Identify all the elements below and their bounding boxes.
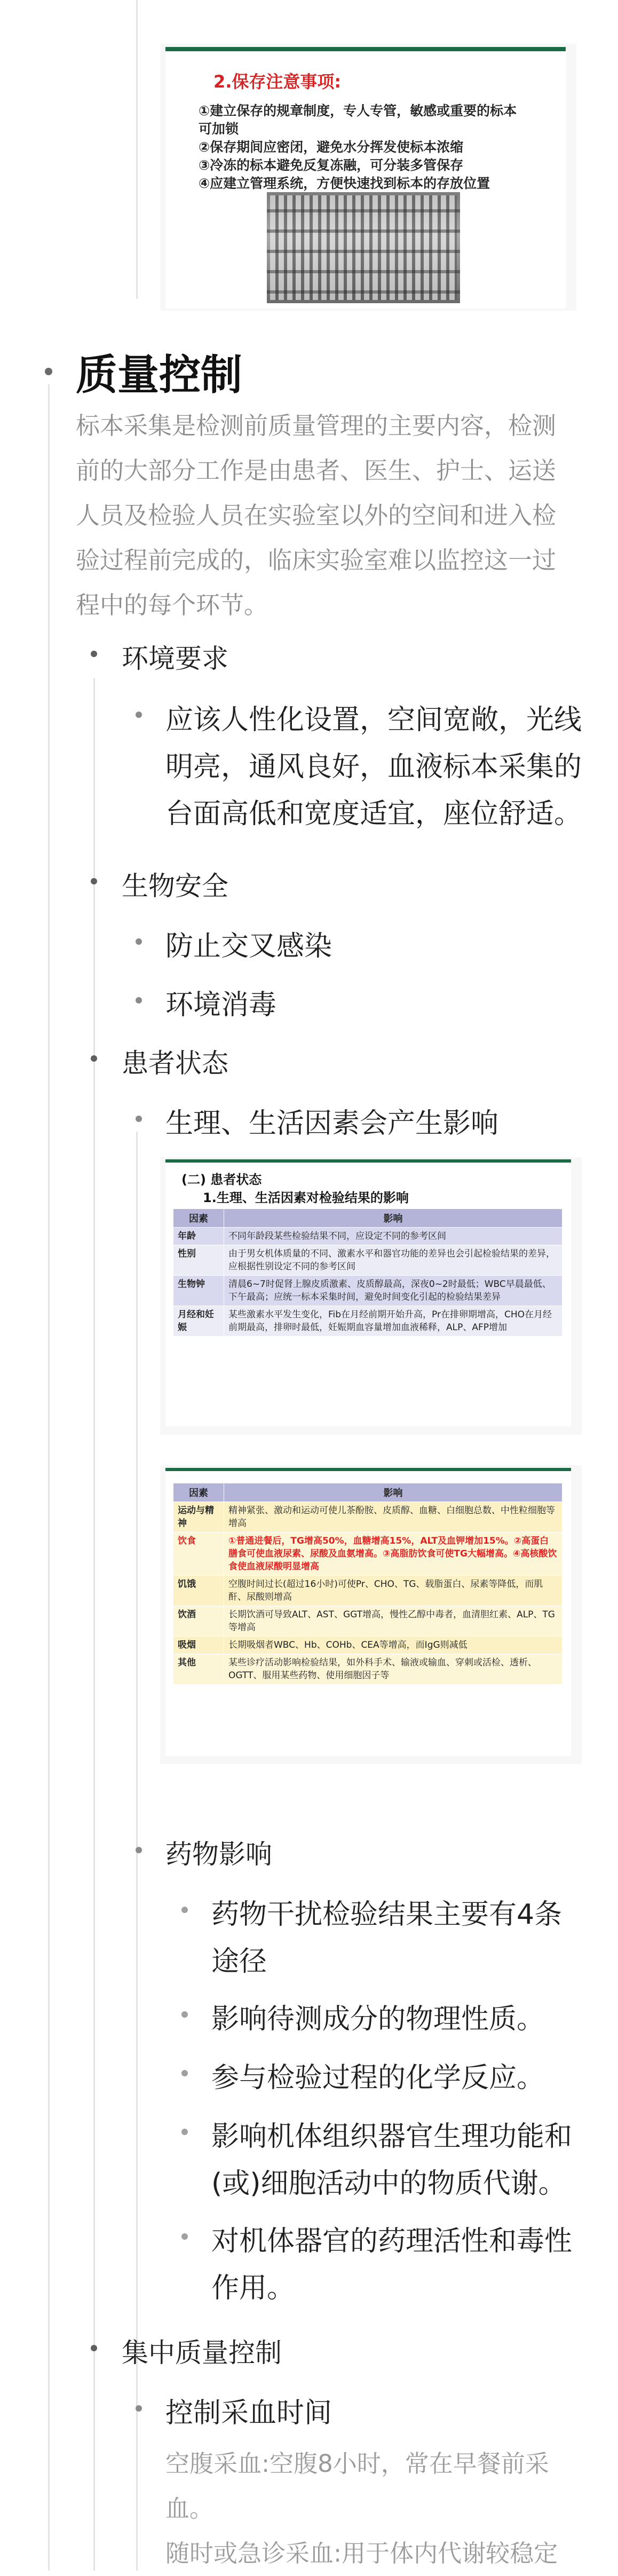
bullet — [91, 878, 97, 884]
bullet — [181, 1907, 188, 1913]
slide-patient-status — [165, 1159, 571, 1426]
drug-item: 对机体器官的药理活性和毒性 — [211, 2225, 573, 2257]
bullet — [181, 2233, 188, 2240]
bullet — [181, 2070, 188, 2076]
table-cell: 不同年龄段某些检验结果不同，应设定不同的参考区间 — [224, 1228, 562, 1245]
outline-item-central: 集中质量控制 — [122, 2337, 282, 2368]
bullet — [45, 368, 52, 375]
influence-table — [173, 1208, 562, 1337]
table-cell: 生物钟 — [173, 1276, 224, 1306]
table-cell: 运动与精神 — [173, 1502, 224, 1532]
storage-line: ①建立保存的规章制度，专人专管，敏感或重要的标本 — [199, 103, 517, 118]
patient-sub: 生理、生活因素会产生影响 — [165, 1108, 499, 1140]
intro-line: 标本采集是检测前质量管理的主要内容，检测 — [76, 412, 557, 440]
table-row — [173, 1276, 562, 1306]
storage-line: ④应建立管理系统，方便快速找到标本的存放位置 — [199, 176, 490, 191]
table-cell: 空腹时间过长(超过16小时)可使Pr、CHO、TG、载脂蛋白、尿素等降低，而肌酐、尿酸则增高 — [224, 1576, 562, 1606]
drug-item: 作用。 — [211, 2272, 295, 2304]
table-cell: 某些激素水平发生变化，Fib在月经前期开始升高，Pr在排卵期增高，CHO在月经前期最高，排卵时最低，妊娠期血容量增加血液稀释，ALP、AFP增加 — [224, 1306, 562, 1337]
slide-heading: (二) 患者状态 — [181, 1172, 262, 1187]
bullet — [136, 997, 142, 1003]
central-note: 血。 — [165, 2494, 214, 2523]
table-row — [173, 1502, 562, 1532]
slide-title: 2.保存注意事项: — [213, 72, 342, 92]
outline-rail-level2 — [93, 678, 95, 2571]
storage-line: ③冷冻的标本避免反复冻融，可分装多管保存 — [199, 157, 464, 173]
env-line: 明亮，通风良好，血液标本采集的 — [165, 751, 582, 783]
table-header: 影响 — [224, 1483, 562, 1502]
table-header: 因素 — [173, 1483, 224, 1502]
table-cell: ①普通进餐后，TG增高50%，血糖增高15%，ALT及血钾增加15%。②高蛋白膳食可使血液尿素、尿酸及血氨增高。③高脂肪饮食可使TG大幅增高。④高核酸饮食使血液尿酸明显增高 — [224, 1532, 562, 1576]
slide-accent-bar — [165, 47, 566, 51]
slide-subheading: 1.生理、生活因素对检验结果的影响 — [203, 1190, 409, 1205]
table-cell: 由于男女机体质量的不同、激素水平和器官功能的差异也会引起检验结果的差异，应根据性别设定不同的参考区间 — [224, 1245, 562, 1276]
slide-accent-bar — [165, 1468, 571, 1471]
table-header: 因素 — [173, 1209, 224, 1228]
bullet — [91, 2345, 97, 2351]
outline-item-drug: 药物影响 — [165, 1839, 272, 1870]
table-row — [173, 1576, 562, 1606]
table-cell: 长期饮酒可导致ALT、AST、GGT增高，慢性乙醇中毒者，血清胆红素、ALP、TG等增高 — [224, 1606, 562, 1637]
drug-item: 影响待测成分的物理性质。 — [211, 2003, 545, 2035]
table-cell: 月经和妊娠 — [173, 1306, 224, 1337]
outline-rail-level1 — [48, 384, 50, 2571]
table-cell: 吸烟 — [173, 1637, 224, 1654]
intro-line: 前的大部分工作是由患者、医生、护士、运送 — [76, 456, 557, 485]
bullet — [136, 712, 142, 718]
drug-item: 影响机体组织器官生理功能和 — [211, 2121, 573, 2153]
outline-item-env: 环境要求 — [122, 643, 228, 674]
drug-item: 药物干扰检验结果主要有4条 — [211, 1899, 562, 1931]
table-cell: 饮食 — [173, 1532, 224, 1576]
outline-item-bio: 生物安全 — [122, 871, 228, 902]
bullet — [136, 1116, 142, 1122]
slide-lifestyle-factors — [165, 1468, 571, 1756]
table-row — [173, 1654, 562, 1685]
table-row — [173, 1306, 562, 1337]
central-note: 随时或急诊采血:用于体内代谢较稳定 — [165, 2539, 558, 2567]
table-cell: 长期吸烟者WBC、Hb、COHb、CEA等增高，而IgG则减低 — [224, 1637, 562, 1654]
drug-item: (或)细胞活动中的物质代谢。 — [211, 2168, 566, 2200]
slide-accent-bar — [165, 1159, 571, 1163]
drug-item: 途径 — [211, 1946, 267, 1978]
specimen-rack-photo — [267, 192, 460, 303]
table-cell: 清晨6~7时促肾上腺皮质激素、皮质醇最高，深夜0~2时最低；WBC早晨最低、下午最高；应统一标本采集时间，避免时间变化引起的检验结果差异 — [224, 1276, 562, 1306]
env-line: 台面高低和宽度适宜，座位舒适。 — [165, 798, 582, 830]
table-row — [173, 1637, 562, 1654]
bullet — [91, 651, 97, 657]
table-cell: 饥饿 — [173, 1576, 224, 1606]
bio-item: 防止交叉感染 — [165, 930, 332, 962]
bullet — [181, 2129, 188, 2135]
bullet — [91, 1055, 97, 1062]
section-title: 质量控制 — [76, 351, 243, 399]
table-cell: 精神紧张、激动和运动可使儿茶酚胺、皮质醇、血糖、白细胞总数、中性粒细胞等增高 — [224, 1502, 562, 1532]
env-line: 应该人性化设置，空间宽敞，光线 — [165, 704, 582, 736]
table-row — [173, 1532, 562, 1576]
table-cell: 性别 — [173, 1245, 224, 1276]
intro-line: 验过程前完成的，临床实验室难以监控这一过 — [76, 546, 557, 574]
slide-storage-notes — [165, 47, 566, 309]
lifestyle-table — [173, 1483, 562, 1685]
bullet — [136, 938, 142, 945]
drug-item: 参与检验过程的化学反应。 — [211, 2062, 545, 2094]
table-cell: 饮酒 — [173, 1606, 224, 1637]
bio-item: 环境消毒 — [165, 989, 277, 1021]
bullet — [136, 2405, 142, 2412]
bullet — [181, 2011, 188, 2018]
outline-item-patient: 患者状态 — [122, 1048, 228, 1079]
outline-rail-top — [136, 0, 138, 299]
table-row — [173, 1228, 562, 1245]
central-note: 空腹采血:空腹8小时，常在早餐前采 — [165, 2449, 549, 2478]
table-row — [173, 1245, 562, 1276]
table-cell: 年龄 — [173, 1228, 224, 1245]
intro-line: 程中的每个环节。 — [76, 591, 268, 619]
central-sub: 控制采血时间 — [165, 2397, 332, 2429]
table-cell: 其他 — [173, 1654, 224, 1685]
storage-line: 可加锁 — [199, 121, 239, 137]
table-row — [173, 1606, 562, 1637]
table-cell: 某些诊疗活动影响检验结果，如外科手术、输液或输血、穿刺或活检、透析、OGTT、服用某些药物、使用细胞因子等 — [224, 1654, 562, 1685]
table-header: 影响 — [224, 1209, 562, 1228]
intro-line: 人员及检验人员在实验室以外的空间和进入检 — [76, 501, 557, 530]
bullet — [136, 1847, 142, 1853]
storage-line: ②保存期间应密闭，避免水分挥发使标本浓缩 — [199, 139, 464, 155]
